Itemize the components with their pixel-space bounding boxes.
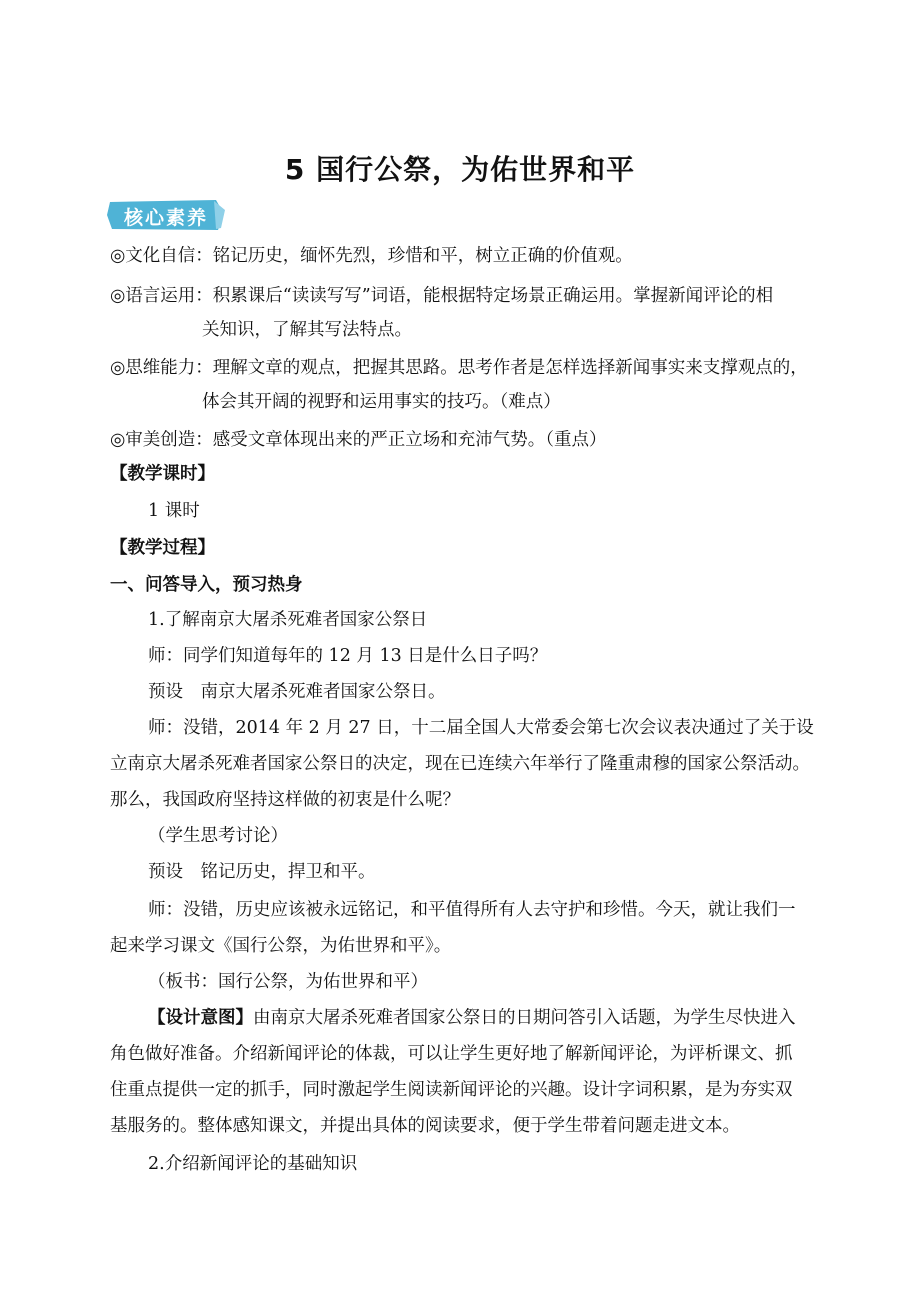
badge-label: 核心素养 bbox=[123, 207, 208, 229]
paragraph-preset-1: 预设 南京大屠杀死难者国家公祭日。 bbox=[148, 682, 446, 702]
design-intent-l1 bbox=[148, 1006, 796, 1030]
heading-part1: 一、问答导入，预习热身 bbox=[110, 575, 303, 595]
paragraph-teacher-q: 师：同学们知道每年的 12 月 13 日是什么日子吗？ bbox=[148, 646, 548, 666]
competency-language-cont: 关知识，了解其写法特点。 bbox=[202, 320, 412, 340]
paragraph-teacher-a-l3: 那么，我国政府坚持这样做的初衷是什么呢？ bbox=[110, 790, 460, 810]
paragraph-step1: 1.了解南京大屠杀死难者国家公祭日 bbox=[148, 610, 428, 630]
paragraph-preset-2: 预设 铭记历史，捍卫和平。 bbox=[148, 862, 376, 882]
design-intent-label: 【设计意图】 bbox=[148, 1008, 253, 1028]
paragraph-step2: 2.介绍新闻评论的基础知识 bbox=[148, 1154, 358, 1174]
heading-hours: 【教学课时】 bbox=[110, 464, 215, 484]
hours-value: 1 课时 bbox=[148, 501, 200, 521]
competency-thinking: ◎思维能力：理解文章的观点，把握其思路。思考作者是怎样选择新闻事实来支撑观点的， bbox=[110, 358, 808, 378]
design-intent-l4: 基服务的。整体感知课文，并提出具体的阅读要求，便于学生带着问题走进文本。 bbox=[110, 1116, 740, 1136]
competency-language: ◎语言运用：积累课后“读读写写”词语，能根据特定场景正确运用。掌握新闻评论的相 bbox=[110, 286, 774, 306]
page-title: 5 国行公祭，为佑世界和平 bbox=[284, 153, 636, 186]
design-intent-l3: 住重点提供一定的抓手，同时激起学生阅读新闻评论的兴趣。设计字词积累，是为夯实双 bbox=[110, 1080, 793, 1100]
paragraph-teacher-a-l1: 师：没错，2014 年 2 月 27 日，十二届全国人大常委会第七次会议表决通过了关于设 bbox=[148, 718, 814, 738]
heading-process: 【教学过程】 bbox=[110, 538, 215, 558]
paragraph-board-note: （板书：国行公祭，为佑世界和平） bbox=[148, 972, 428, 992]
paragraph-teacher-b-l2: 起来学习课文《国行公祭，为佑世界和平》。 bbox=[110, 936, 452, 956]
paragraph-teacher-b-l1: 师：没错，历史应该被永远铭记，和平值得所有人去守护和珍惜。今天，就让我们一 bbox=[148, 900, 796, 920]
competency-culture: ◎文化自信：铭记历史，缅怀先烈，珍惜和平，树立正确的价值观。 bbox=[110, 246, 633, 266]
paragraph-teacher-a-l2: 立南京大屠杀死难者国家公祭日的决定，现在已连续六年举行了隆重肃穆的国家公祭活动。 bbox=[110, 754, 810, 774]
paragraph-discussion: （学生思考讨论） bbox=[148, 826, 288, 846]
design-intent-text: 由南京大屠杀死难者国家公祭日的日期问答引入话题，为学生尽快进入 bbox=[253, 1008, 796, 1028]
design-intent-l2: 角色做好准备。介绍新闻评论的体裁，可以让学生更好地了解新闻评论，为评析课文、抓 bbox=[110, 1044, 793, 1064]
competency-thinking-cont: 体会其开阔的视野和运用事实的技巧。（难点） bbox=[202, 392, 561, 412]
competency-aesthetic: ◎审美创造：感受文章体现出来的严正立场和充沛气势。（重点） bbox=[110, 430, 607, 450]
